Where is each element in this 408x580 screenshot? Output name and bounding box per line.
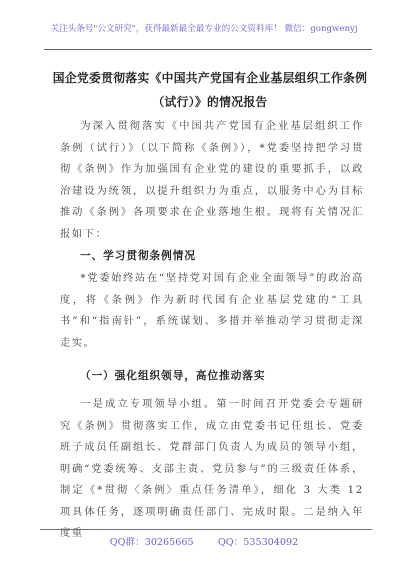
header-divider bbox=[44, 49, 372, 50]
intro-paragraph: 为深入贯彻落实《中国共产党国有企业基层组织工作条例（试行）》（以下简称《条例》），*党委坚持把学习贯彻《条例》作为加强国有企业党的建设的重要抓手，以政治建设为统领，以提升组织力为重点，以服务中心为目标推动《条例》各项要求在企业落地生根。现将有关情况汇报如下： bbox=[60, 121, 364, 240]
subsection-1-paragraph: 一是成立专项领导小组。第一时间召开党委会专题研究《条例》贯彻落实工作，成立由党委书记任组长、党委班子成员任副组长、党群部门负责人为成员的领导小组，明确“党委统筹、支部主责、党员参与”的三级责任体系，制定《*贯彻〈条例〉重点任务清单》，细化 3 大类 12 项具体任务，逐项明确责任部门、完成时限。二是纳入年度重 bbox=[60, 399, 364, 539]
section-1-paragraph: *党委始终站在“坚持党对国有企业全面领导”的政治高度，将《条例》作为新时代国有企业基层党建的“工具书”和“指南针”，系统谋划、多措并举推动学习贯彻走深走实。 bbox=[60, 273, 364, 349]
footer-contacts: QQ群：30265665 QQ：535304092 bbox=[109, 537, 299, 548]
document-title: 国企党委贯彻落实《中国共产党国有企业基层组织工作条例（试行）》的情况报告 bbox=[52, 71, 368, 109]
subsection-heading-1: （一）强化组织领导，高位推动落实 bbox=[80, 370, 266, 382]
footer-divider bbox=[40, 529, 372, 530]
section-heading-1: 一、学习贯彻条例情况 bbox=[80, 250, 196, 262]
header-banner: 关注头条号"公文研究"，获得最新最全最专业的公文资料库！ 微信：gongwenyj bbox=[50, 24, 358, 34]
